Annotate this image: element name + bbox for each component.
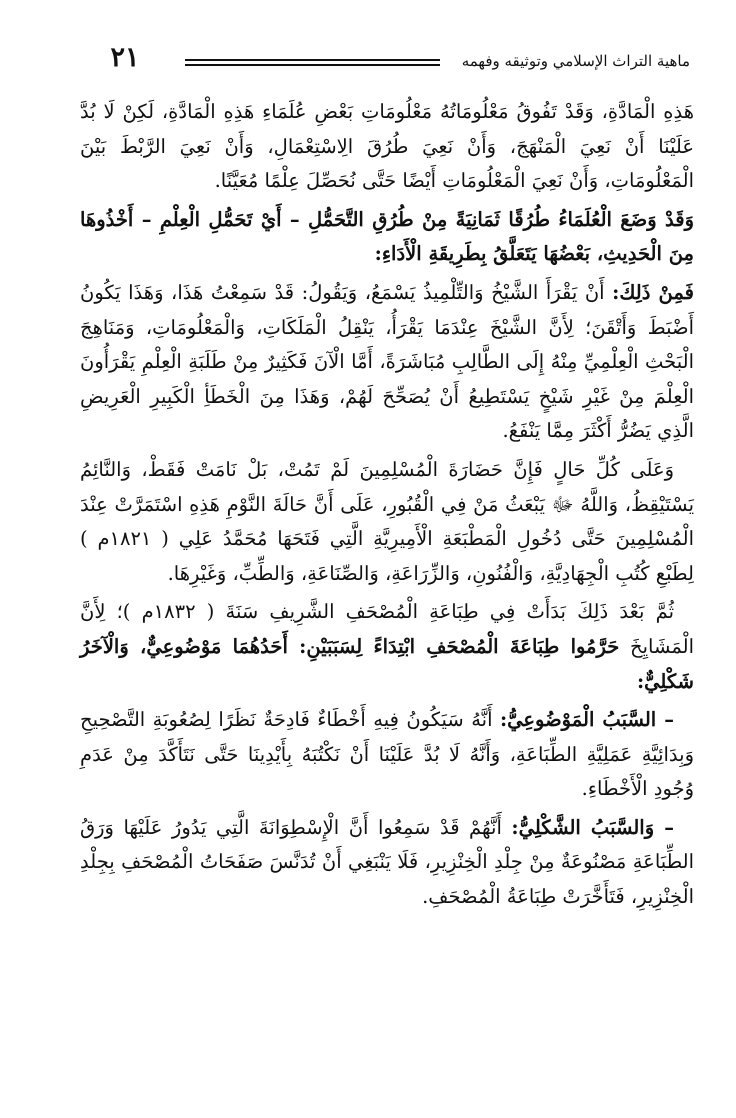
paragraph-text: وَقَدْ وَضَعَ الْعُلَمَاءُ طُرُقًا ثَمَانِيَةً مِنْ طُرُقِ التَّحَمُّلِ – أَيْ تَحَمُّلِ الْعِلْمِ – أَخْذُوهَا مِنَ الْحَدِيثِ، بَعْضُهَا يَتَعَلَّقُ بِطَرِيقَةِ الْأَدَاءِ:: [80, 207, 694, 266]
paragraph-text: أَنَّهُمْ قَدْ سَمِعُوا أَنَّ الْإِسْطِوَانَةَ الَّتِي يَدُورُ عَلَيْهَا وَرَقُ الطِّبَاعَةِ مَصْنُوعَةٌ مِنْ جِلْدِ الْخِنْزِيرِ، فَلَا يَنْبَغِي أَنْ تُدَنَّسَ صَفَحَاتُ الْمُصْحَفِ بِجِلْدِ الْخِنْزِيرِ، فَتَأَخَّرَتْ طِبَاعَةُ الْمُصْحَفِ.: [80, 815, 694, 909]
paragraph-text: وَعَلَى كُلِّ حَالٍ فَإِنَّ حَضَارَةَ الْمُسْلِمِينَ لَمْ تَمُتْ، بَلْ نَامَتْ فَقَطْ، وَالنَّائِمُ يَسْتَيْقِظُ، وَاللَّهُ ﷻ يَبْعَثُ مَنْ فِي الْقُبُورِ، عَلَى أَنَّ حَالَةَ النَّوْمِ هَذِهِ اسْتَمَرَّتْ عِنْدَ الْمُسْلِمِينَ حَتَّى دُخُولِ الْمَطْبَعَةِ الْأَمِيرِيَّةِ الَّتِي فَتَحَهَا مُحَمَّدُ عَلِي ( ١٨٢١م ) لِطَبْعِ كُتُبِ الْجِهَادِيَّةِ، وَالْفُنُونِ، وَالزِّرَاعَةِ، وَالصِّنَاعَةِ، وَالطِّبِّ، وَغَيْرِهَا.: [80, 457, 695, 585]
paragraph-text: أَنْ يَقْرَأَ الشَّيْخُ وَالتِّلْمِيذُ يَسْمَعُ، وَيَقُولُ: قَدْ سَمِعْتُ هَذَا، وَهَذَا يَكُونُ أَضْبَطَ وَأَتْقَنَ؛ لِأَنَّ الشَّيْخَ عِنْدَمَا يَقْرَأُ، يَنْقِلُ الْمَلَكَاتِ، وَالْمَعْلُومَاتِ، وَمَنَاهِجَ الْبَحْثِ الْعِلْمِيِّ مِنْهُ إِلَى الطَّالِبِ مُبَاشَرَةً، أَمَّا الْآنَ فَكَثِيرٌ مِنْ طَلَبَةِ الْعِلْمِ يَقْرَأُونَ الْعِلْمَ مِنْ غَيْرِ شَيْخٍ يَسْتَطِيعُ أَنْ يُصَحِّحَ لَهُمْ، وَهَذَا مِنَ الْخَطَأِ الْكَبِيرِ الْعَرِيضِ الَّذِي يَضُرُّ أَكْثَرَ مِمَّا يَنْفَعُ.: [80, 280, 694, 443]
paragraph-bold-tail: حَرَّمُوا طِبَاعَةَ الْمُصْحَفِ ابْتِدَاءً لِسَبَبَيْنِ: أَحَدُهُمَا مَوْضُوعِيٌّ، وَالْآخَرُ شَكْلِيٌّ:: [80, 634, 694, 693]
paragraph: [80, 595, 694, 699]
paragraph: [80, 95, 694, 199]
header-rule-line: [185, 59, 440, 61]
header-rule: [185, 59, 440, 67]
paragraph: [80, 703, 694, 807]
header-rule-line: [185, 64, 440, 66]
paragraph: [80, 811, 694, 915]
running-title: ماهية التراث الإسلامي وتوثيقه وفهمه: [461, 52, 690, 70]
paragraph: [80, 203, 694, 272]
paragraph-lead: – السَّبَبُ الْمَوْضُوعِيُّ:: [499, 708, 674, 732]
paragraph-text: ثُمَّ بَعْدَ ذَلِكَ بَدَأَتْ فِي طِبَاعَةِ الْمُصْحَفِ الشَّرِيفِ سَنَةَ ( ١٨٣٢م )؛ لِأَنَّ الْمَشَايِخَ: [80, 600, 694, 658]
paragraph-lead: – وَالسَّبَبُ الشَّكْلِيُّ:: [511, 815, 674, 839]
paragraph-text: هَذِهِ الْمَادَّةِ، وَقَدْ تَفُوقُ مَعْلُومَاتُهُ مَعْلُومَاتِ بَعْضِ عُلَمَاءِ هَذِهِ الْمَادَّةِ، لَكِنْ لَا بُدَّ عَلَيْنَا أَنْ نَعِيَ الْمَنْهَجَ، وَأَنْ نَعِيَ طُرُقَ الِاسْتِعْمَالِ، وَأَنْ نَعِيَ الرَّبْطَ بَيْنَ الْمَعْلُومَاتِ، وَأَنْ نَعِيَ الْمَعْلُومَاتِ أَيْضًا حَتَّى نُحَصِّلَ عِلْمًا مُعَيَّنًا.: [80, 100, 694, 193]
paragraph: [80, 276, 694, 449]
page-number: ٢١: [110, 42, 140, 73]
body-text: [80, 95, 694, 919]
paragraph-text: أَنَّهُ سَيَكُونُ فِيهِ أَخْطَاءٌ فَادِحَةٌ نَظَرًا لِصُعُوبَةِ التَّصْحِيحِ وَبِدَائِيَّةِ عَمَلِيَّةِ الطِّبَاعَةِ، وَأَنَّهُ لَا بُدَّ عَلَيْنَا أَنْ نَكْتُبَهُ بِأَيْدِينَا حَتَّى نَتَأَكَّدَ مِنْ عَدَمِ وُجُودِ الْأَخْطَاءِ.: [80, 708, 694, 801]
paragraph-lead: فَمِنْ ذَلِكَ:: [612, 280, 694, 304]
page-header: [80, 42, 690, 82]
paragraph: [80, 453, 694, 591]
